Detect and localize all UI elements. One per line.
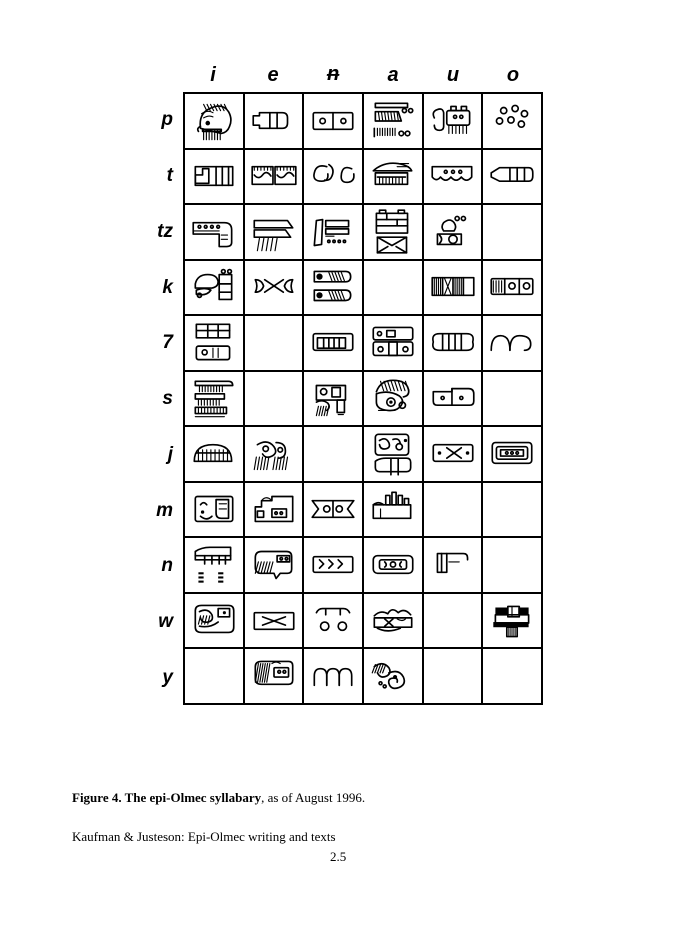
row-header-n: n (161, 555, 173, 577)
syllabary-cell-nʉ (304, 538, 364, 594)
row-header-tz: tz (157, 220, 173, 242)
hatched-animal-head-icon (247, 541, 301, 589)
syllabary-cell-7a (364, 316, 424, 372)
profile-head-with-headdress-icon (187, 97, 241, 145)
scalloped-caterpillar-icon (426, 319, 480, 367)
syllabary-grid (183, 92, 543, 705)
syllabary-cell-7i (185, 316, 245, 372)
syllabary-cell-ni (185, 538, 245, 594)
syllabary-cell-mʉ (304, 483, 364, 539)
row-header-p: p (161, 109, 173, 131)
syllabary-cell-empty (245, 316, 305, 372)
syllabary-row (185, 316, 543, 372)
syllabary-cell-wi (185, 594, 245, 650)
syllabary-cell-empty (483, 649, 543, 705)
wavy-double-arch-icon (485, 319, 539, 367)
hooked-dotted-bar-icon (187, 208, 241, 256)
row-header-s: s (162, 388, 173, 410)
two-panel-box-with-dots-icon (306, 97, 360, 145)
face-in-frame-icon (187, 486, 241, 534)
zigzag-band-two-dots-icon (306, 486, 360, 534)
fringed-canopy-icon (247, 208, 301, 256)
syllabary-cell-ke (245, 261, 305, 317)
syllabary-cell-tzu (424, 205, 484, 261)
row-header-7: 7 (162, 332, 173, 354)
syllabary-cell-7ʉ (304, 316, 364, 372)
syllabary-row (185, 150, 543, 206)
syllabary-cell-tu (424, 150, 484, 206)
syllabary-row (185, 94, 543, 150)
column-header-i: i (210, 64, 216, 86)
syllabary-cell-pa (364, 94, 424, 150)
syllabary-cell-wo (483, 594, 543, 650)
syllabary-cell-tza (364, 205, 424, 261)
syllabary-cell-empty (483, 205, 543, 261)
syllabary-cell-te (245, 150, 305, 206)
syllabary-cell-ja (364, 427, 424, 483)
bud-with-two-dots-icon (426, 208, 480, 256)
running-foot: Kaufman & Justeson: Epi-Olmec writing and texts (72, 829, 336, 844)
syllabary-cell-ko (483, 261, 543, 317)
figure-caption-bold: Figure 4. The epi-Olmec syllabary (72, 790, 262, 805)
syllabary-cell-ki (185, 261, 245, 317)
comb-bar-with-two-circles-icon (366, 97, 420, 145)
syllabary-cell-sʉ (304, 372, 364, 428)
winged-mask-icon (366, 597, 420, 645)
rounded-box-with-eyes-icon (366, 541, 420, 589)
plumed-head-profile-icon (366, 375, 420, 423)
flag-with-ticks-icon (426, 541, 480, 589)
syllabary-cell-empty (483, 372, 543, 428)
syllabary-cell-ji (185, 427, 245, 483)
syllabary-cell-po (483, 94, 543, 150)
tapered-ribbed-bar-icon (485, 152, 539, 200)
dotted-scallop-box-icon (426, 152, 480, 200)
syllabary-cell-wʉ (304, 594, 364, 650)
syllabary-cell-mi (185, 483, 245, 539)
syllabary-row (185, 649, 543, 705)
syllabary-cell-ti (185, 150, 245, 206)
creature-head-with-dots-icon (187, 263, 241, 311)
dark-banded-block-icon (485, 597, 539, 645)
two-cell-box-with-dots-icon (426, 375, 480, 423)
figure-caption (72, 790, 632, 807)
row-header-j: j (167, 443, 173, 465)
syllabary-cell-ye (245, 649, 305, 705)
syllabary-row (185, 594, 543, 650)
column-header-o: o (506, 64, 520, 86)
syllabary-cell-empty (185, 649, 245, 705)
two-scalloped-boxes-icon (247, 152, 301, 200)
ribbed-box-icon (306, 319, 360, 367)
syllabary-row (185, 261, 543, 317)
hatched-creature-profile-icon (247, 652, 301, 700)
segmented-bar-over-tick-marks-icon (187, 541, 241, 589)
row-header-w: w (158, 610, 173, 632)
hatched-banded-bar-icon (426, 263, 480, 311)
syllabary-cell-nu (424, 538, 484, 594)
syllabary-cell-empty (424, 649, 484, 705)
stacked-hatched-bars-icon (187, 375, 241, 423)
syllabary-cell-empty (245, 372, 305, 428)
syllabary-cell-pu (424, 94, 484, 150)
syllabary-cell-pʉ (304, 94, 364, 150)
syllabary-cell-empty (424, 483, 484, 539)
curled-tail-creature-icon (366, 652, 420, 700)
column-header-row (183, 58, 543, 92)
syllabary-cell-sa (364, 372, 424, 428)
bowtie-cross-icon (247, 263, 301, 311)
syllabary-cell-tzʉ (304, 205, 364, 261)
arched-bar-over-comb-icon (366, 152, 420, 200)
column-header-e: e (267, 64, 279, 86)
hatched-dome-bar-icon (187, 430, 241, 478)
two-spirals-hook-icon (306, 152, 360, 200)
row-header-y: y (162, 666, 173, 688)
syllabary-cell-we (245, 594, 305, 650)
brow-bar-over-two-circles-icon (306, 597, 360, 645)
syllabary-cell-empty (304, 427, 364, 483)
syllabary-cell-pe (245, 94, 305, 150)
box-with-x-and-dots-icon (426, 430, 480, 478)
ribbed-bar-with-uprights-icon (366, 486, 420, 534)
six-small-circles-icon (485, 97, 539, 145)
syllabary-cell-7u (424, 316, 484, 372)
nested-rectangles-with-dots-icon (485, 430, 539, 478)
syllabary-cell-je (245, 427, 305, 483)
syllabary-cell-empty (424, 594, 484, 650)
row-header-t: t (166, 165, 173, 187)
syllabary-cell-ku (424, 261, 484, 317)
syllabary-cell-su (424, 372, 484, 428)
syllabary-row (185, 483, 543, 539)
stepped-creature-box-icon (247, 486, 301, 534)
syllabary-row (185, 538, 543, 594)
syllabary-cell-to (483, 150, 543, 206)
syllabary-cell-7o (483, 316, 543, 372)
syllabary-cell-empty (364, 261, 424, 317)
notched-rectangle-stepped-icon (187, 152, 241, 200)
row-header-k: k (162, 276, 173, 298)
segmented-bar-with-tab-icon (247, 97, 301, 145)
syllabary-cell-ma (364, 483, 424, 539)
syllabary-cell-ta (364, 150, 424, 206)
column-header-a: a (387, 64, 399, 86)
syllabary-cell-pi (185, 94, 245, 150)
bar-with-two-circles-icon (485, 263, 539, 311)
box-with-zigzags-icon (306, 541, 360, 589)
syllabary-cell-kʉ (304, 261, 364, 317)
syllabary-cell-me (245, 483, 305, 539)
syllabary-cell-ne (245, 538, 305, 594)
curled-creature-box-icon (187, 597, 241, 645)
column-header-u: u (446, 64, 460, 86)
two-stacked-hatched-tags-icon (306, 263, 360, 311)
page-number: 2.5 (330, 849, 347, 864)
stacked-blocks-over-envelope-icon (366, 208, 420, 256)
syllabary-cell-tzi (185, 205, 245, 261)
syllabary-cell-wa (364, 594, 424, 650)
syllabary-cell-si (185, 372, 245, 428)
syllabary-cell-jo (483, 427, 543, 483)
syllabary-cell-ju (424, 427, 484, 483)
syllabary-cell-yʉ (304, 649, 364, 705)
figure-caption-rest: , as of August 1996. (261, 790, 366, 805)
syllabary-cell-empty (483, 483, 543, 539)
syllabary-row (185, 427, 543, 483)
syllabary-cell-empty (483, 538, 543, 594)
syllabary-cell-na (364, 538, 424, 594)
row-label-column (140, 92, 180, 705)
grid-box-over-dot-bar-icon (187, 319, 241, 367)
row-header-m: m (156, 499, 173, 521)
syllabary-cell-tʉ (304, 150, 364, 206)
column-header-barred-u: ʉ (326, 64, 340, 86)
syllabary-cell-ya (364, 649, 424, 705)
syllabary-row (185, 372, 543, 428)
panel-with-three-dots-icon (366, 319, 420, 367)
animal-with-legs-and-hook-icon (426, 97, 480, 145)
head-with-hand-below-icon (306, 375, 360, 423)
box-with-x-icon (247, 597, 301, 645)
triple-arch-icon (306, 652, 360, 700)
curl-box-over-ribbed-bar-icon (366, 430, 420, 478)
syllabary-cell-tze (245, 205, 305, 261)
spiral-with-fringe-icon (247, 430, 301, 478)
syllabary-row (185, 205, 543, 261)
tilted-panel-with-dashes-icon (306, 208, 360, 256)
